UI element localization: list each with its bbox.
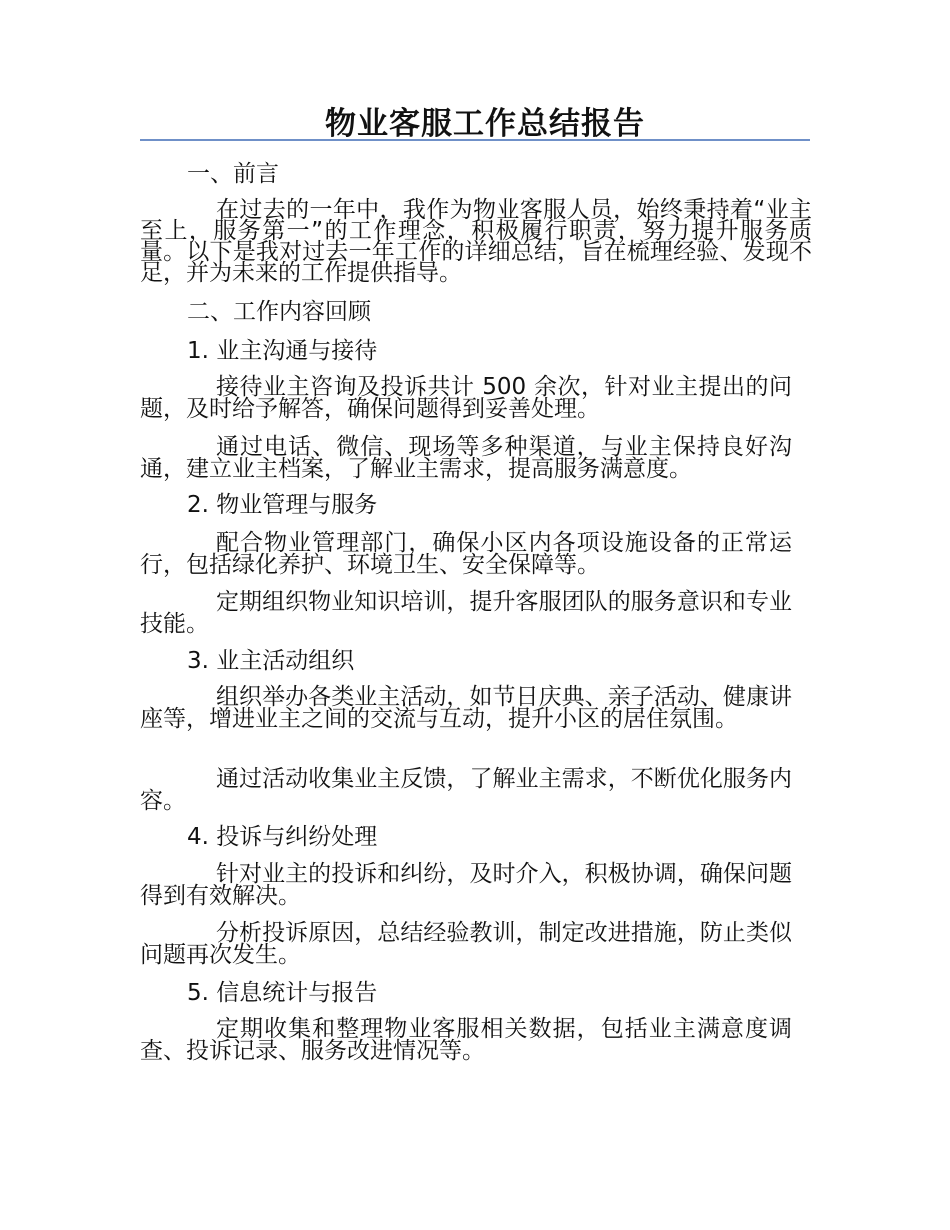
subsection-heading-complaints: 4. 投诉与纠纷处理: [187, 824, 378, 850]
section-heading-work-review: 二、工作内容回顾: [187, 299, 371, 325]
section-heading-preface: 一、前言: [187, 161, 279, 187]
subsection-heading-statistics: 5. 信息统计与报告: [187, 980, 378, 1006]
preface-paragraph: 在过去的一年中，我作为物业客服人员，始终秉持着“业主至上，服务第一”的工作理念，积极履行职责，努力提升服务质量。以下是我对过去一年工作的详细总结，旨在梳理经验、发现不足，并为未来的工作提供指导。: [140, 197, 812, 286]
owner-activities-paragraph-1: 组织举办各类业主活动，如节日庆典、亲子活动、健康讲座等，增进业主之间的交流与互动，提升小区的居住氛围。: [140, 684, 792, 732]
subsection-heading-owner-activities: 3. 业主活动组织: [187, 648, 355, 674]
property-management-paragraph-2: 定期组织物业知识培训，提升客服团队的服务意识和专业技能。: [140, 589, 792, 637]
statistics-paragraph: 定期收集和整理物业客服相关数据，包括业主满意度调查、投诉记录、服务改进情况等。: [140, 1016, 792, 1064]
owner-communication-paragraph-2: 通过电话、微信、现场等多种渠道，与业主保持良好沟通，建立业主档案，了解业主需求，提高服务满意度。: [140, 434, 792, 482]
complaints-paragraph-2: 分析投诉原因，总结经验教训，制定改进措施，防止类似问题再次发生。: [140, 920, 792, 968]
subsection-heading-property-management: 2. 物业管理与服务: [187, 492, 378, 518]
property-management-paragraph-1: 配合物业管理部门，确保小区内各项设施设备的正常运行，包括绿化养护、环境卫生、安全保障等。: [140, 530, 792, 578]
title-underline: [140, 139, 810, 141]
owner-communication-paragraph-1: 接待业主咨询及投诉共计 500 余次，针对业主提出的问题，及时给予解答，确保问题得到妥善处理。: [140, 374, 792, 422]
document-title: 物业客服工作总结报告: [325, 106, 645, 142]
complaints-paragraph-1: 针对业主的投诉和纠纷，及时介入，积极协调，确保问题得到有效解决。: [140, 861, 792, 909]
subsection-heading-owner-communication: 1. 业主沟通与接待: [187, 338, 378, 364]
owner-activities-paragraph-2: 通过活动收集业主反馈，了解业主需求，不断优化服务内容。: [140, 766, 792, 814]
